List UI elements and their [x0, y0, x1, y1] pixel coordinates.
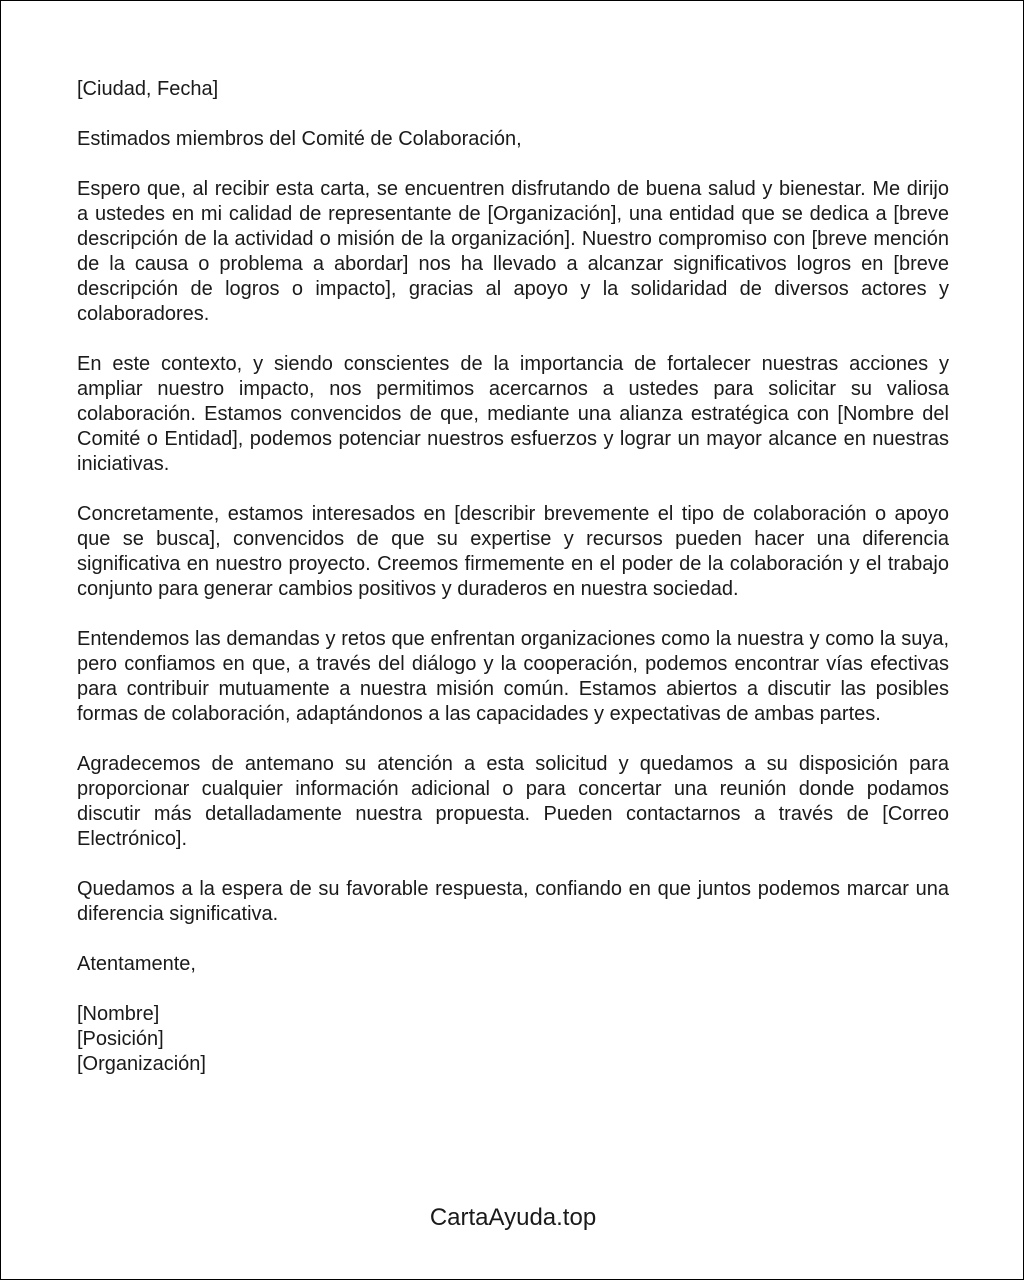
closing: Atentamente, [77, 953, 196, 975]
place-date: [Ciudad, Fecha] [77, 78, 219, 100]
paragraph-understanding: Entendemos las demandas y retos que enfrentan organizaciones como la nuestra y como la suya, pero confiamos en que, a través del diálogo y la cooperación, podemos encontrar vías efectivas para contribuir mutuamente a nuestra misión común. Estamos abiertos a discutir las posibles formas de colaboración, adaptándonos a las capacidades y expectativas de ambas partes. [77, 628, 949, 725]
signature-block [77, 1002, 949, 1077]
paragraph-closing-remark: Quedamos a la espera de su favorable respuesta, confiando en que juntos podemos marcar una diferencia significativa. [77, 878, 949, 925]
letter-body [77, 77, 949, 1077]
signature-position: [Posición] [77, 1028, 164, 1050]
paragraph-greeting: Espero que, al recibir esta carta, se encuentren disfrutando de buena salud y bienestar. Me dirijo a ustedes en mi calidad de representante de [Organización], una entidad que se dedica a [breve descripción de la actividad o misión de la organización]. Nuestro compromiso con [breve mención de la causa o problema a abordar] nos ha llevado a alcanzar significativos logros en [breve descripción de logros o impacto], gracias al apoyo y la solidaridad de diversos actores y colaboradores. [77, 178, 949, 325]
paragraph-thanks: Agradecemos de antemano su atención a esta solicitud y quedamos a su disposición para proporcionar cualquier información adicional o para concertar una reunión donde podamos discutir más detalladamente nuestra propuesta. Pueden contactarnos a través de [Correo Electrónico]. [77, 753, 949, 850]
signature-name: [Nombre] [77, 1003, 160, 1025]
paragraph-request: Concretamente, estamos interesados en [describir brevemente el tipo de colaboración o apoyo que se busca], convencidos de que su expertise y recursos pueden hacer una diferencia significativa en nuestro proyecto. Creemos firmemente en el poder de la colaboración y el trabajo conjunto para generar cambios positivos y duraderos en nuestra sociedad. [77, 503, 949, 600]
site-footer: CartaAyuda.top [429, 1204, 597, 1231]
paragraph-context: En este contexto, y siendo conscientes de la importancia de fortalecer nuestras acciones y ampliar nuestro impacto, nos permitimos acercarnos a ustedes para solicitar su valiosa colaboración. Estamos convencidos de que, mediante una alianza estratégica con [Nombre del Comité o Entidad], podemos potenciar nuestros esfuerzos y lograr un mayor alcance en nuestras iniciativas. [77, 353, 949, 475]
signature-organization: [Organización] [77, 1053, 206, 1075]
salutation: Estimados miembros del Comité de Colaboración, [77, 128, 522, 150]
